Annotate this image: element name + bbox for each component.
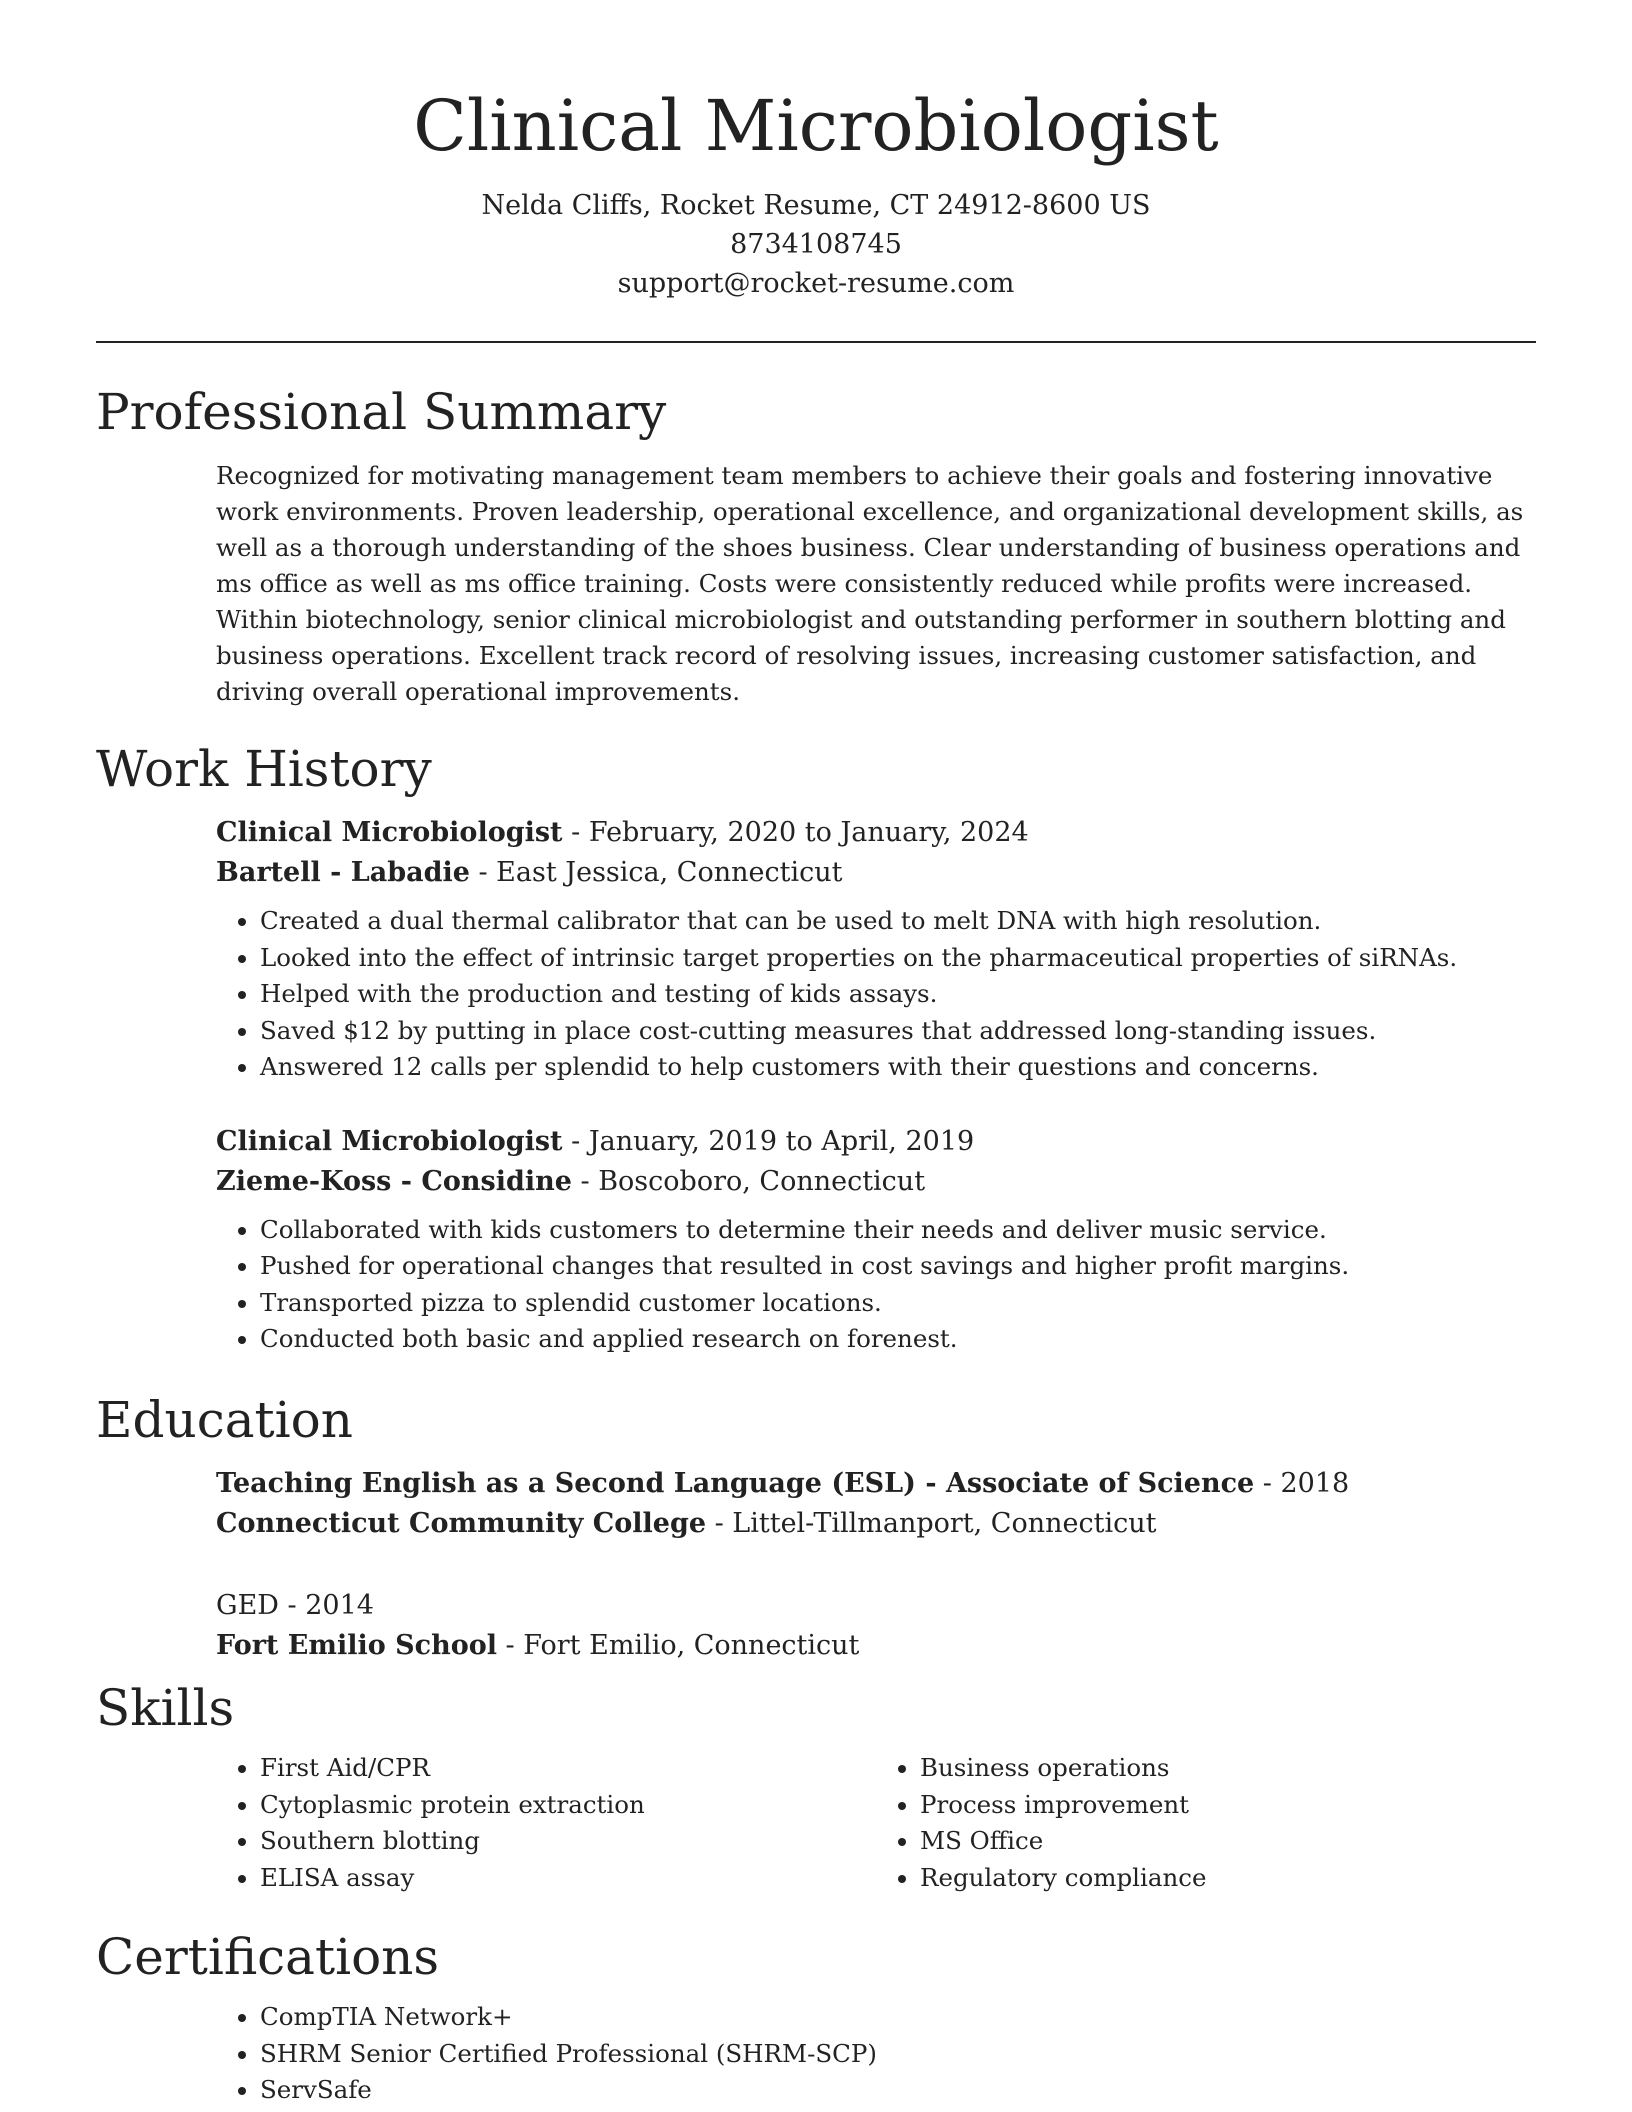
education-degree-line bbox=[216, 1464, 1536, 1504]
education-heading: Education bbox=[96, 1391, 353, 1449]
skill-item: • First Aid/CPR bbox=[260, 1750, 876, 1787]
education-entry bbox=[216, 1586, 1536, 1666]
skill-item: • Southern blotting bbox=[260, 1823, 876, 1860]
job-bullet: • Saved $12 by putting in place cost-cutting measures that addressed long-standing issues. bbox=[260, 1013, 1536, 1050]
contact-phone: 8734108745 bbox=[730, 229, 902, 260]
education-location: - Fort Emilio, Connecticut bbox=[496, 1630, 860, 1661]
certifications-list bbox=[216, 1999, 1536, 2109]
job-entry bbox=[216, 1122, 1536, 1358]
job-bullets bbox=[216, 903, 1536, 1086]
job-bullet: • Collaborated with kids customers to determine their needs and deliver music service. bbox=[260, 1212, 1536, 1249]
job-title-line bbox=[216, 813, 1536, 853]
job-bullets bbox=[216, 1212, 1536, 1358]
skill-item: • Process improvement bbox=[920, 1787, 1536, 1824]
education-degree-line bbox=[216, 1586, 1536, 1626]
skills-heading: Skills bbox=[96, 1679, 235, 1737]
education-section bbox=[96, 1388, 1536, 1666]
certifications-body bbox=[216, 1999, 1536, 2109]
job-bullet: • Pushed for operational changes that resulted in cost savings and higher profit margins. bbox=[260, 1248, 1536, 1285]
job-location: - East Jessica, Connecticut bbox=[469, 857, 843, 888]
skills-columns bbox=[216, 1740, 1536, 1896]
certifications-heading: Certifications bbox=[96, 1928, 440, 1986]
education-location: - Littel-Tillmanport, Connecticut bbox=[706, 1508, 1157, 1539]
skill-item: • Cytoplasmic protein extraction bbox=[260, 1787, 876, 1824]
skill-item: • Regulatory compliance bbox=[920, 1860, 1536, 1897]
job-company: Bartell - Labadie bbox=[216, 857, 470, 888]
job-role: Clinical Microbiologist bbox=[216, 1125, 563, 1157]
skills-section bbox=[96, 1676, 1536, 1896]
job-location: - Boscoboro, Connecticut bbox=[571, 1165, 926, 1197]
resume-header bbox=[0, 78, 1632, 303]
job-bullet: • Answered 12 calls per splendid to help customers with their questions and concerns. bbox=[260, 1049, 1536, 1086]
job-company-line bbox=[216, 1162, 1536, 1202]
skills-list-left bbox=[216, 1750, 876, 1896]
education-entry bbox=[216, 1464, 1536, 1544]
certification-item: • ServSafe bbox=[260, 2072, 1536, 2109]
work-history-body bbox=[216, 813, 1536, 1358]
certification-item: • CompTIA Network+ bbox=[260, 1999, 1536, 2036]
certification-item: • SHRM Senior Certified Professional (SHRM-SCP) bbox=[260, 2036, 1536, 2073]
contact-email: support@rocket-resume.com bbox=[617, 268, 1015, 299]
job-bullet: • Looked into the effect of intrinsic target properties on the pharmaceutical properties of siRNAs. bbox=[260, 940, 1536, 977]
education-school-line bbox=[216, 1504, 1536, 1544]
education-school-line bbox=[216, 1626, 1536, 1666]
job-dates: - January, 2019 to April, 2019 bbox=[562, 1125, 975, 1157]
work-history-heading: Work History bbox=[96, 740, 432, 798]
job-title-line bbox=[216, 1122, 1536, 1162]
job-bullet: • Helped with the production and testing of kids assays. bbox=[260, 976, 1536, 1013]
job-company-line bbox=[216, 853, 1536, 893]
education-school: Connecticut Community College bbox=[216, 1508, 707, 1539]
summary-section bbox=[96, 380, 1536, 710]
skill-item: • Business operations bbox=[920, 1750, 1536, 1787]
summary-heading: Professional Summary bbox=[96, 383, 667, 441]
contact-address: Nelda Cliffs, Rocket Resume, CT 24912-8600 US bbox=[481, 190, 1151, 221]
job-role: Clinical Microbiologist bbox=[216, 817, 563, 848]
certifications-section bbox=[96, 1925, 1536, 2109]
education-degree: Teaching English as a Second Language (ESL) - Associate of Science bbox=[216, 1468, 1255, 1499]
job-bullet: • Created a dual thermal calibrator that can be used to melt DNA with high resolution. bbox=[260, 903, 1536, 940]
education-body bbox=[216, 1464, 1536, 1666]
education-school: Fort Emilio School bbox=[216, 1630, 497, 1661]
job-bullet: • Conducted both basic and applied research on forenest. bbox=[260, 1321, 1536, 1358]
skills-list-right bbox=[876, 1750, 1536, 1896]
resume-name: Clinical Microbiologist bbox=[413, 85, 1219, 167]
job-entry bbox=[216, 813, 1536, 1086]
education-year: GED - 2014 bbox=[216, 1590, 374, 1621]
summary-text: Recognized for motivating management team members to achieve their goals and fostering innovative work environments. Proven leadership, operational excellence, and organizational development skills, as well as a thorough understanding of the shoes business. Clear understanding of business operations and ms office as well as ms office training. Costs were consistently reduced while profits were increased. Within biotechnology, senior clinical microbiologist and outstanding performer in southern blotting and business operations. Excellent track record of resolving issues, increasing customer satisfaction, and driving overall operational improvements. bbox=[216, 461, 1524, 706]
education-year: - 2018 bbox=[1254, 1468, 1350, 1499]
job-dates: - February, 2020 to January, 2024 bbox=[562, 817, 1029, 848]
header-divider bbox=[96, 341, 1536, 343]
job-company: Zieme-Koss - Considine bbox=[216, 1165, 572, 1197]
work-history-section bbox=[96, 737, 1536, 1358]
skill-item: • MS Office bbox=[920, 1823, 1536, 1860]
skill-item: • ELISA assay bbox=[260, 1860, 876, 1897]
job-bullet: • Transported pizza to splendid customer locations. bbox=[260, 1285, 1536, 1322]
